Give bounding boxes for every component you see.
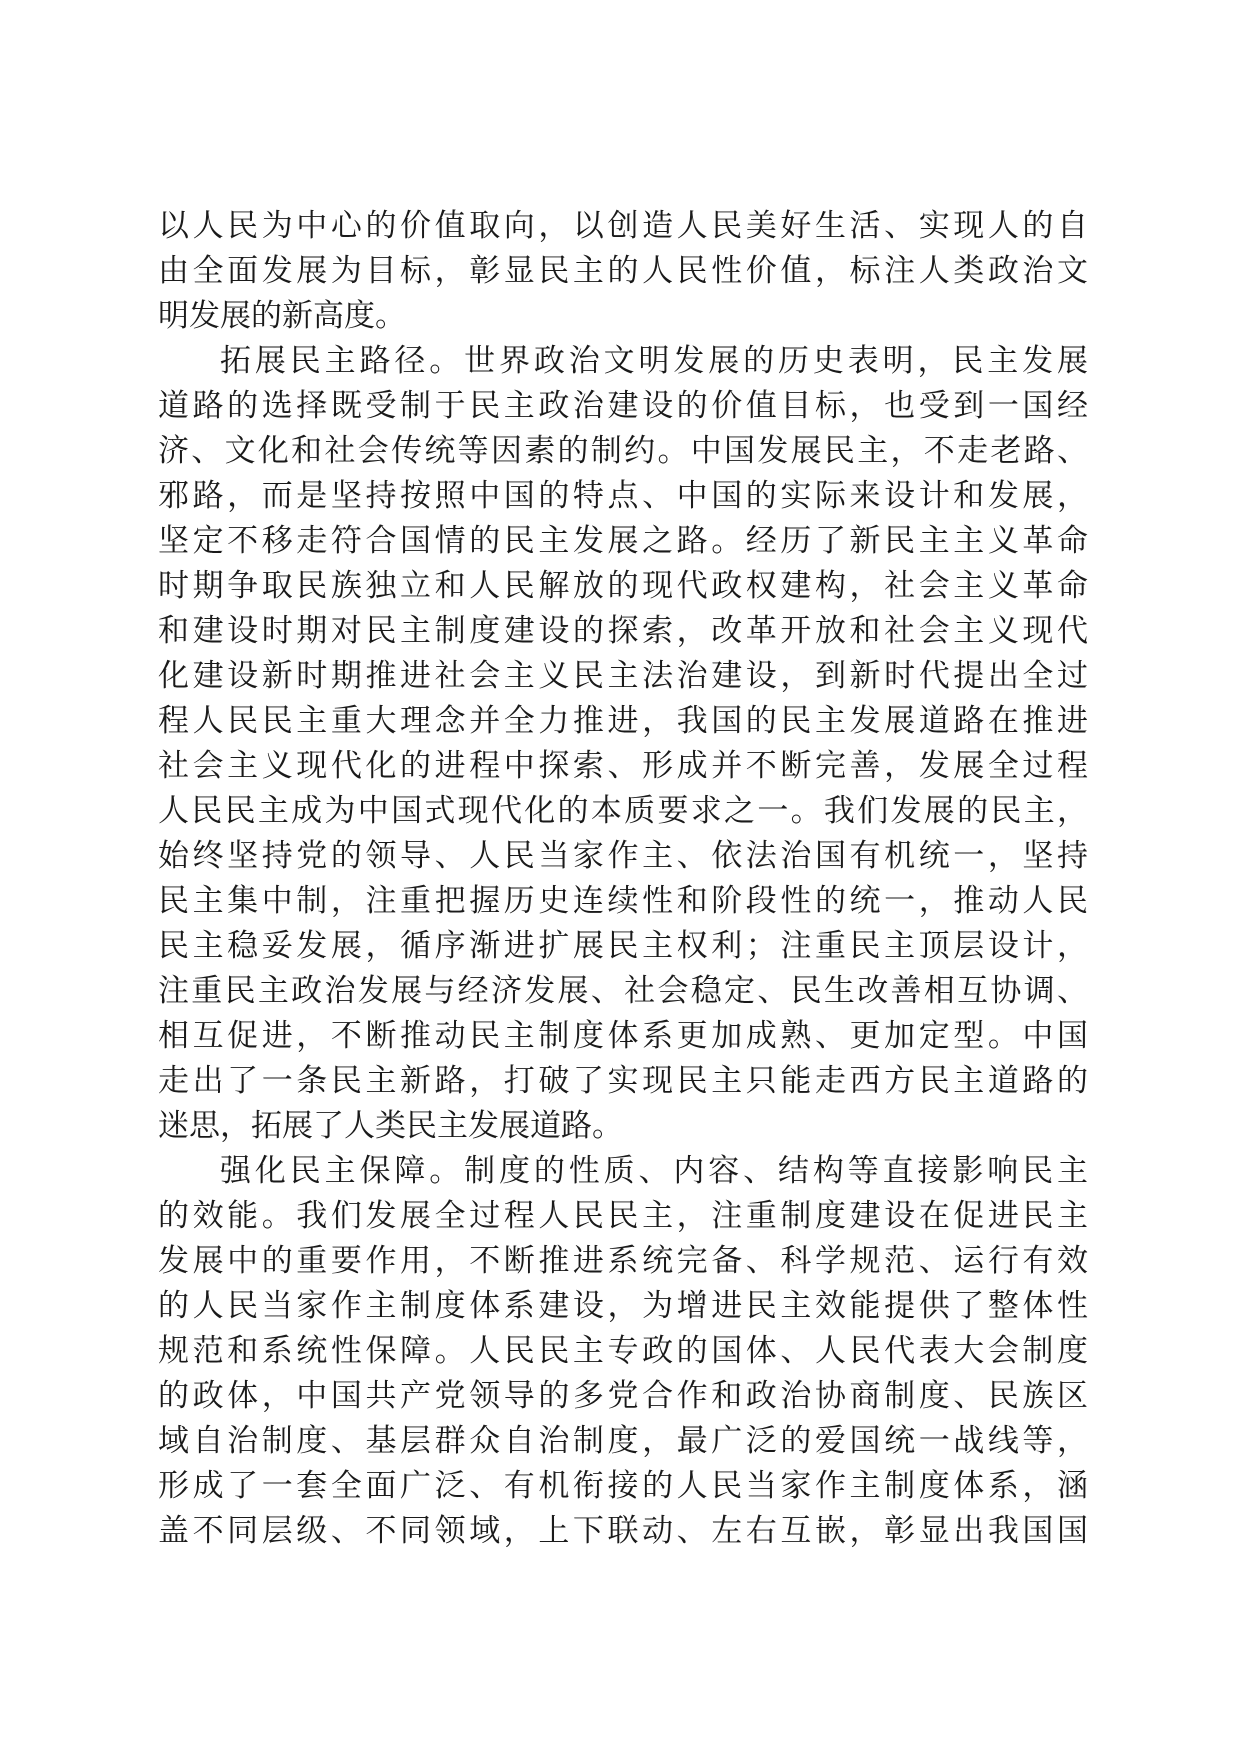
text-line: 相互促进，不断推动民主制度体系更加成熟、更加定型。中国 xyxy=(158,1018,1088,1054)
text-line: 民主稳妥发展，循序渐进扩展民主权利；注重民主顶层设计， xyxy=(158,928,1088,964)
text-line: 发展中的重要作用，不断推进系统完备、科学规范、运行有效 xyxy=(158,1243,1088,1279)
text-line: 始终坚持党的领导、人民当家作主、依法治国有机统一，坚持 xyxy=(158,838,1088,874)
body-text xyxy=(158,204,1088,1554)
text-line: 盖不同层级、不同领域，上下联动、左右互嵌，彰显出我国国 xyxy=(158,1513,1088,1549)
text-line: 规范和系统性保障。人民民主专政的国体、人民代表大会制度 xyxy=(158,1333,1088,1369)
text-line: 迷思，拓展了人类民主发展道路。 xyxy=(158,1108,623,1144)
text-line: 的人民当家作主制度体系建设，为增进民主效能提供了整体性 xyxy=(158,1288,1088,1324)
text-line: 邪路，而是坚持按照中国的特点、中国的实际来设计和发展， xyxy=(158,478,1088,514)
text-line: 拓展民主路径。世界政治文明发展的历史表明，民主发展 xyxy=(220,343,1088,379)
text-line: 坚定不移走符合国情的民主发展之路。经历了新民主主义革命 xyxy=(158,523,1088,559)
text-line: 走出了一条民主新路，打破了实现民主只能走西方民主道路的 xyxy=(158,1063,1088,1099)
text-line: 强化民主保障。制度的性质、内容、结构等直接影响民主 xyxy=(220,1153,1088,1189)
text-line: 域自治制度、基层群众自治制度，最广泛的爱国统一战线等， xyxy=(158,1423,1088,1459)
text-line: 明发展的新高度。 xyxy=(158,298,406,334)
text-line: 的效能。我们发展全过程人民民主，注重制度建设在促进民主 xyxy=(158,1198,1088,1234)
text-line: 的政体，中国共产党领导的多党合作和政治协商制度、民族区 xyxy=(158,1378,1088,1414)
text-line: 民主集中制，注重把握历史连续性和阶段性的统一，推动人民 xyxy=(158,883,1088,919)
text-line: 由全面发展为目标，彰显民主的人民性价值，标注人类政治文 xyxy=(158,253,1088,289)
text-line: 程人民民主重大理念并全力推进，我国的民主发展道路在推进 xyxy=(158,703,1088,739)
text-line: 社会主义现代化的进程中探索、形成并不断完善，发展全过程 xyxy=(158,748,1088,784)
text-line: 时期争取民族独立和人民解放的现代政权建构，社会主义革命 xyxy=(158,568,1088,604)
text-line: 和建设时期对民主制度建设的探索，改革开放和社会主义现代 xyxy=(158,613,1088,649)
text-line: 济、文化和社会传统等因素的制约。中国发展民主，不走老路、 xyxy=(158,433,1088,469)
text-line: 化建设新时期推进社会主义民主法治建设，到新时代提出全过 xyxy=(158,658,1088,694)
text-line: 人民民主成为中国式现代化的本质要求之一。我们发展的民主， xyxy=(158,793,1088,829)
text-line: 注重民主政治发展与经济发展、社会稳定、民生改善相互协调、 xyxy=(158,973,1088,1009)
text-line: 道路的选择既受制于民主政治建设的价值目标，也受到一国经 xyxy=(158,388,1088,424)
text-line: 以人民为中心的价值取向，以创造人民美好生活、实现人的自 xyxy=(158,208,1088,244)
text-line: 形成了一套全面广泛、有机衔接的人民当家作主制度体系，涵 xyxy=(158,1468,1088,1504)
